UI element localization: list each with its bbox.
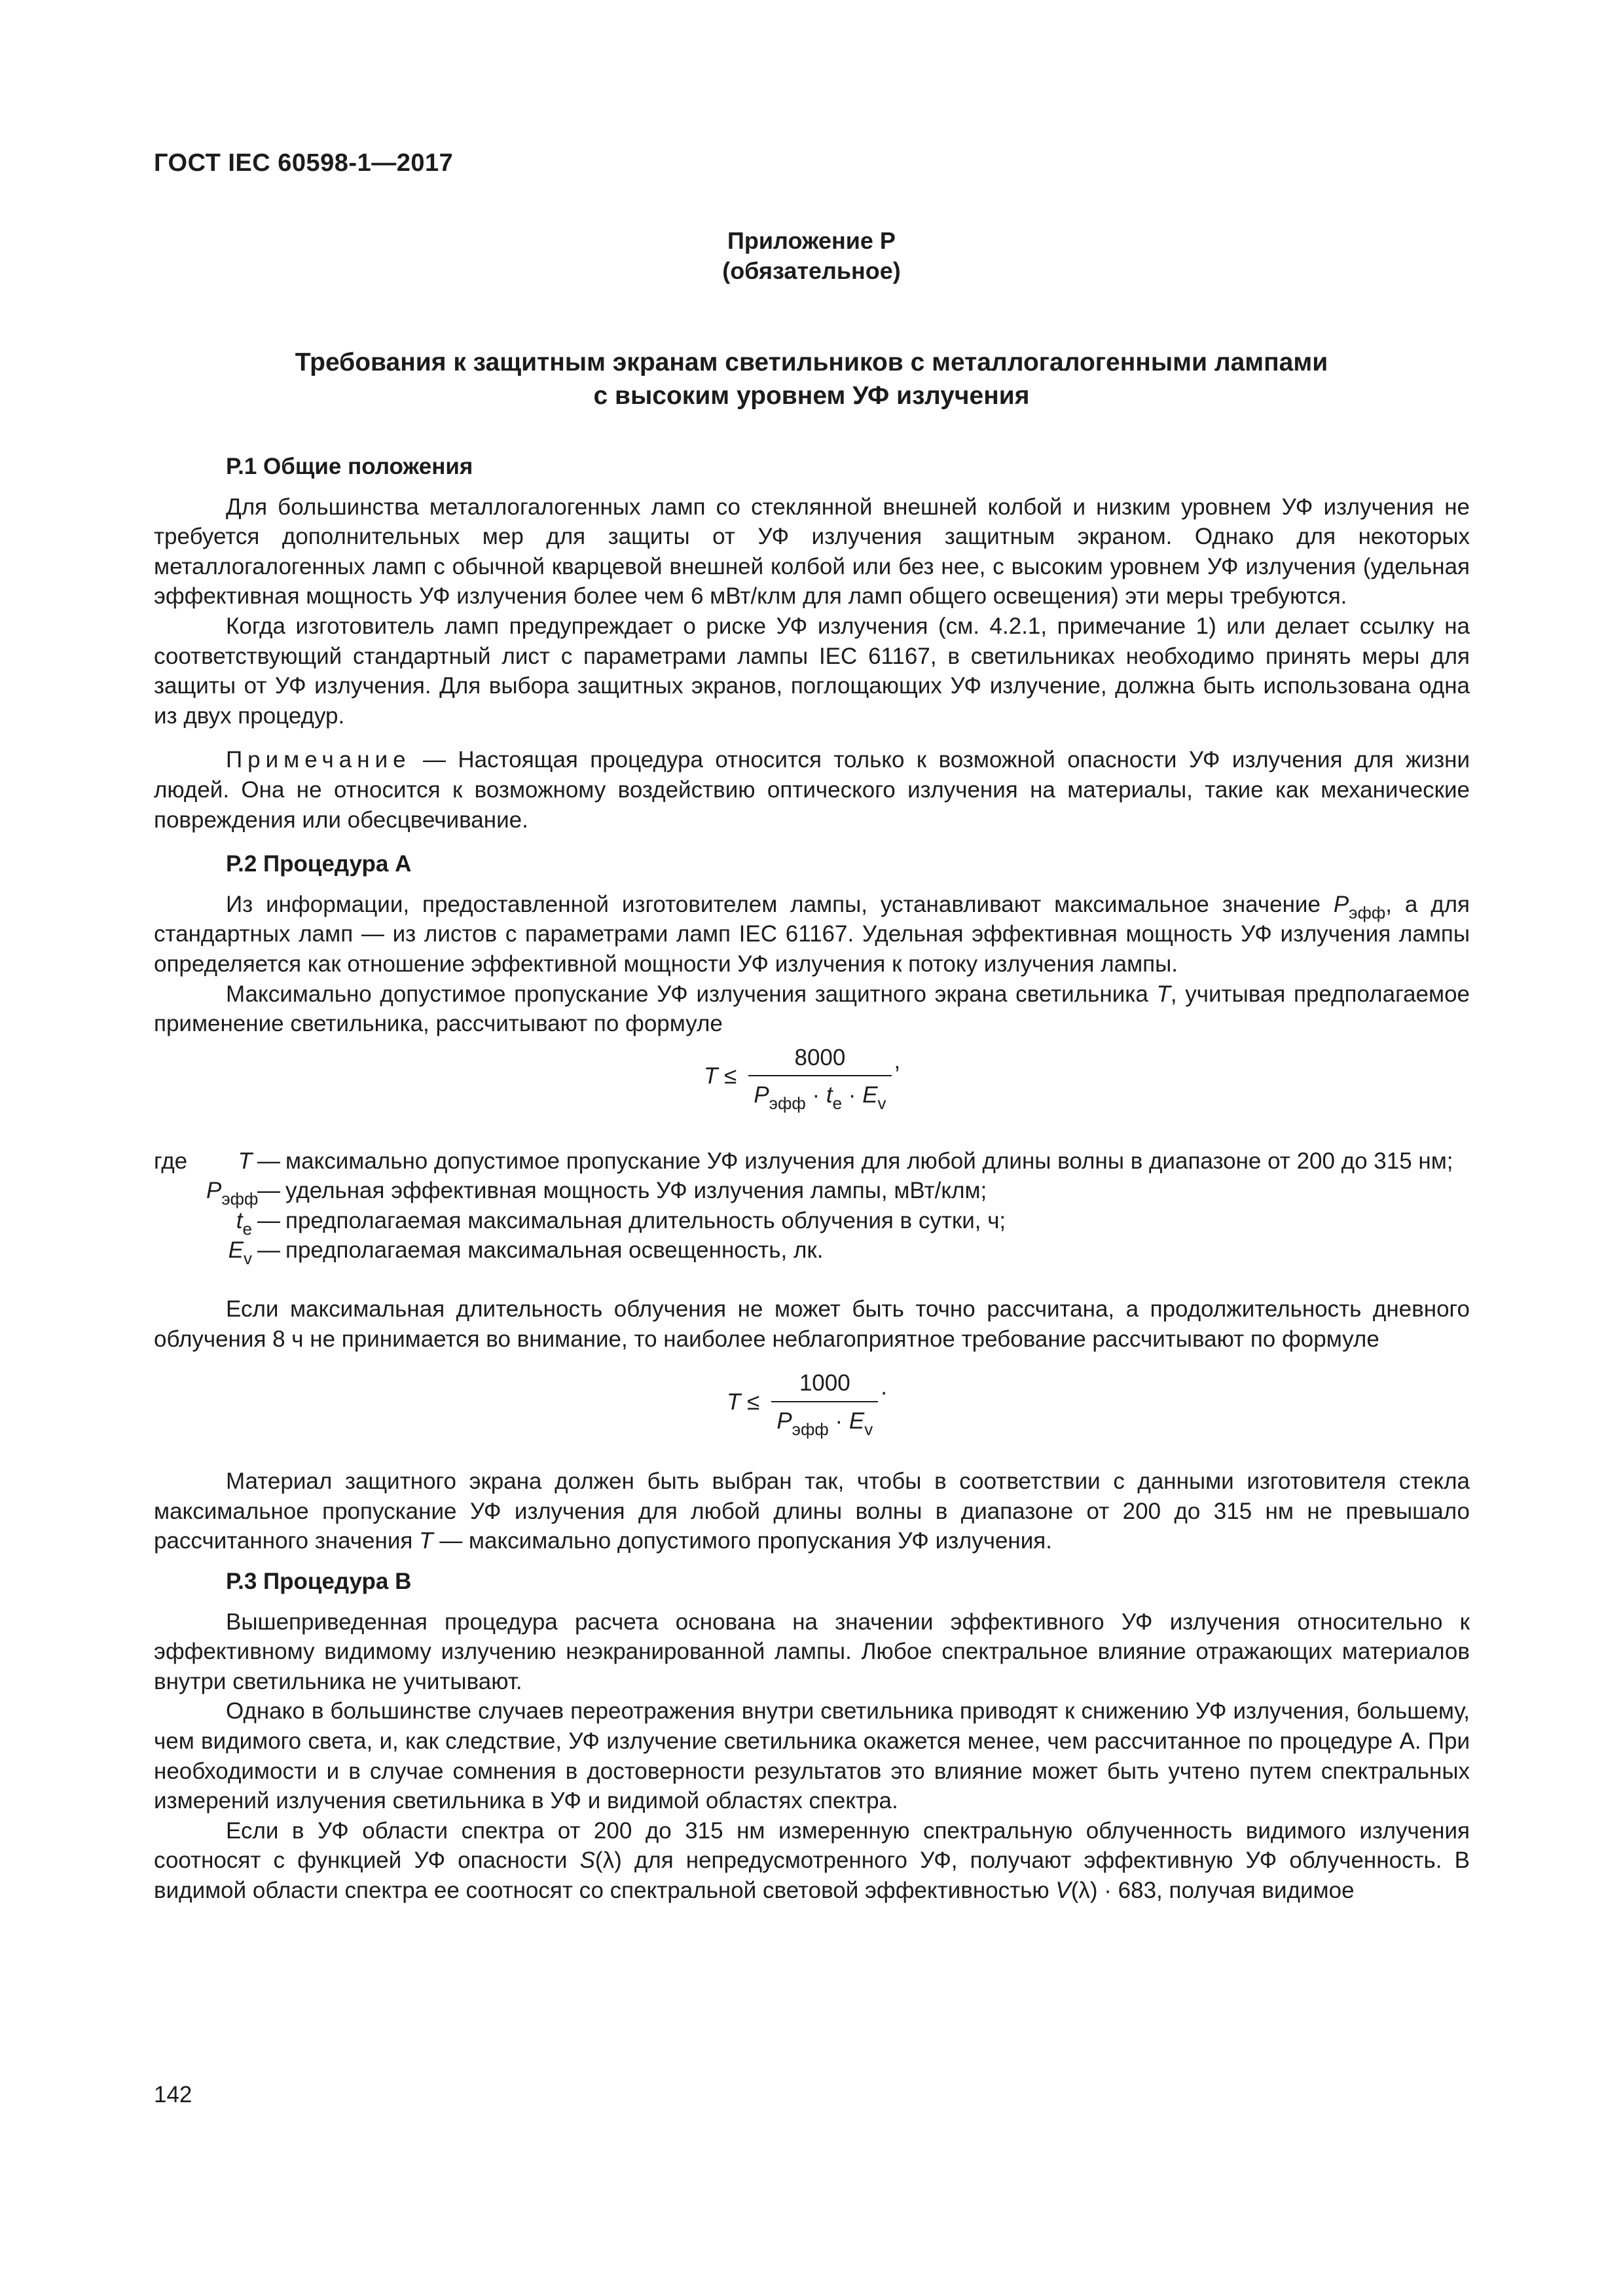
numerator: 8000	[794, 1044, 846, 1070]
appendix-status: (обязательное)	[722, 257, 901, 284]
denominator: $P_{эфф} \cdot t_e \cdot E_v$	[754, 1082, 886, 1114]
section-heading-p3: Р.3 Процедура В	[226, 1569, 412, 1595]
definition-row: где T — максимально допустимое пропускание УФ излучения для любой длины волны в диапазоне от 200 до 315 нм;	[154, 1146, 1470, 1176]
document-body	[154, 452, 1470, 1906]
appendix-heading	[0, 226, 1623, 286]
document-title	[0, 346, 1623, 412]
standard-header: ГОСТ IEC 60598-1—2017	[154, 149, 454, 177]
page-number: 142	[154, 2082, 192, 2107]
denominator: $P_{эфф} \cdot E_v$	[776, 1408, 873, 1439]
document-title-line1: Требования к защитным экранам светильников с металлогалогенными лампами	[295, 348, 1328, 376]
definition-row: $E_v$ — предполагаемая максимальная освещенность, лк.	[228, 1237, 824, 1269]
definition-row: $t_e$ — предполагаемая максимальная длительность облучения в сутки, ч;	[236, 1207, 1006, 1239]
paragraph: Материал защитного экрана должен быть выбран так, чтобы в соответствии с данными изготовителя стекла максимальное пропускание УФ излучения для любой длины волны в диапазоне от 200 до 315 нм не превышало рассчитанного значения T — максимально допустимого пропускания УФ излучения.	[154, 1468, 1470, 1554]
note-label: Примечание	[226, 747, 411, 773]
formula-definitions	[154, 1146, 1470, 1269]
paragraph: Однако в большинстве случаев переотражения внутри светильника приводят к снижению УФ излучения, большему, чем видимого света, и, как следствие, УФ излучение светильника окажется менее, чем рассчитанное по процедуре А. При необходимости и в случае сомнения в достоверности результатов это влияние может быть учтено путем спектральных измерений излучения светильника в УФ и видимой областях спектра.	[154, 1698, 1470, 1814]
appendix-title: Приложение Р	[727, 227, 896, 254]
paragraph: Когда изготовитель ламп предупреждает о риске УФ излучения (см. 4.2.1, примечание 1) или делает ссылку на соответствующий стандартный лист с параметрами лампы IEC 61167, в светильниках необходимо принять меры для защиты от УФ излучения. Для выбора защитных экранов, поглощающих УФ излучение, должна быть использована одна из двух процедур.	[154, 613, 1470, 729]
formula-2: T ≤ $\frac{1000}{P_{эфф} \cdot E_v}$ .	[154, 1354, 1470, 1452]
formula-lhs: T ≤	[727, 1389, 760, 1415]
formula-lhs: T ≤	[704, 1063, 737, 1089]
note-text: — Настоящая процедура относится только к возможной опасности УФ излучения для жизни людей. Она не относится к возможному воздействию оптического излучения на материалы, такие как механические повреждения или обесцвечивание.	[154, 747, 1470, 833]
where-label: где	[154, 1148, 188, 1174]
section-heading-p2: Р.2 Процедура А	[226, 851, 412, 877]
document-title-line2: с высоким уровнем УФ излучения	[593, 382, 1030, 410]
note-paragraph	[154, 745, 1470, 835]
fraction	[771, 1368, 878, 1439]
formula-1: T ≤ $\frac{8000}{P_{эфф} \cdot t_e \cdot E_v}$ ,	[154, 1039, 1470, 1137]
paragraph: Если максимальная длительность облучения не может быть точно рассчитана, а продолжительность дневного облучения 8 ч не принимается во внимание, то наиболее неблагоприятное требование рассчитывают по формуле	[154, 1296, 1470, 1352]
paragraph: Для большинства металлогалогенных ламп со стеклянной внешней колбой и низким уровнем УФ излучения не требуется дополнительных мер для защиты от УФ излучения защитным экраном. Однако для некоторых металлогалогенных ламп с обычной кварцевой внешней колбой или без нее, с высоким уровнем УФ излучения (удельная эффективная мощность УФ излучения более чем 6 мВт/клм для ламп общего освещения) эти меры требуются.	[154, 494, 1470, 610]
definition-row: $P_{эфф}$ — удельная эффективная мощность УФ излучения лампы, мВт/клм;	[206, 1178, 987, 1209]
paragraph: Максимально допустимое пропускание УФ излучения защитного экрана светильника T, учитывая предполагаемое применение светильника, рассчитывают по формуле	[154, 981, 1470, 1037]
paragraph: Если в УФ области спектра от 200 до 315 нм измеренную спектральную облученность видимого излучения соотносят с функцией УФ опасности S(λ) для непредусмотренного УФ, получают эффективную УФ облученность. В видимой области спектра ее соотносят со спектральной световой эффективностью V(λ) · 683, получая видимое	[154, 1817, 1470, 1903]
paragraph: Из информации, предоставленной изготовителем лампы, устанавливают максимальное значение $P_{эфф}$, а для стандартных ламп — из листов с параметрами ламп IEC 61167. Удельная эффективная мощность УФ излучения лампы определяется как отношение эффективной мощности УФ излучения к потоку излучения лампы.	[154, 891, 1470, 977]
fraction	[748, 1043, 891, 1114]
numerator: 1000	[799, 1370, 850, 1396]
section-heading-p1: Р.1 Общие положения	[226, 454, 473, 479]
paragraph: Вышеприведенная процедура расчета основана на значении эффективного УФ излучения относительно к эффективному видимому излучению неэкранированной лампы. Любое спектральное влияние отражающих материалов внутри светильника не учитывают.	[154, 1609, 1470, 1694]
